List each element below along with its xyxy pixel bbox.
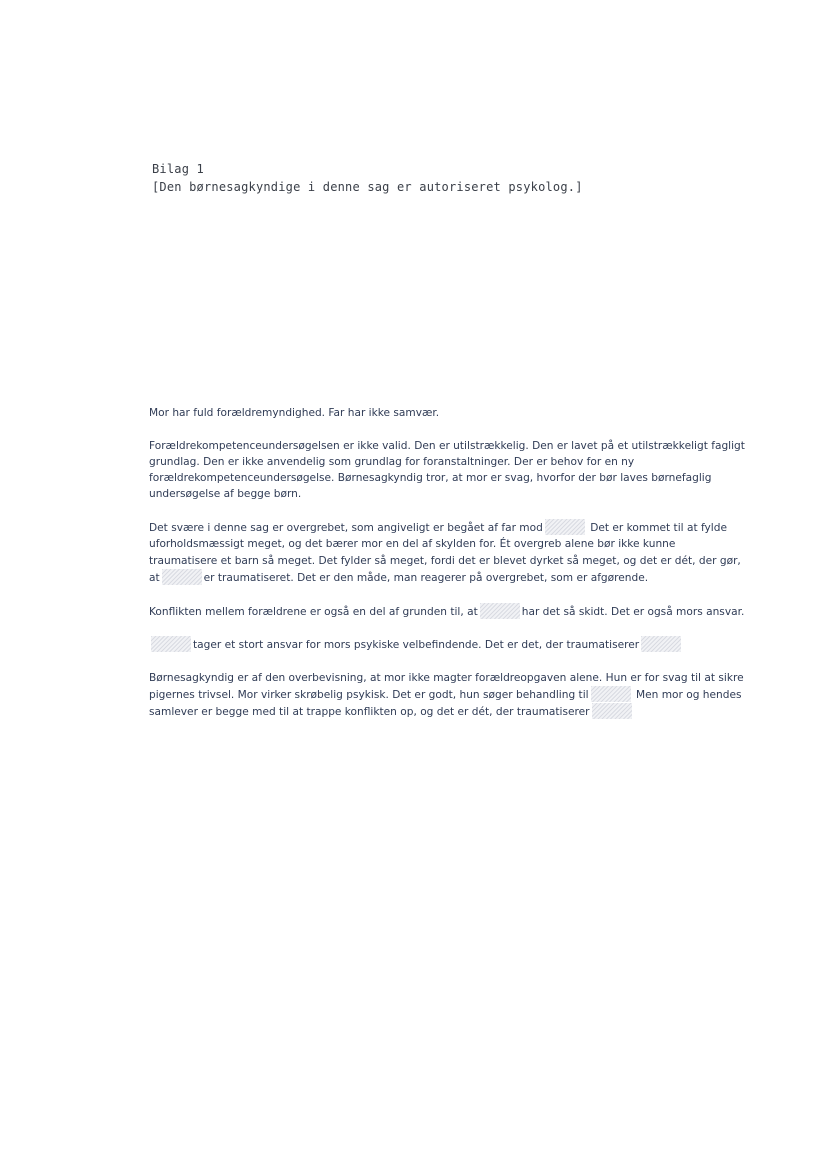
paragraph-custody: Mor har fuld forældremyndighed. Far har ikke samvær. (149, 407, 440, 419)
paragraph-conclusion (149, 670, 745, 721)
redaction-mark (480, 603, 520, 619)
paragraph-conflict (149, 603, 745, 620)
paragraph-conflict-part1: Konflikten mellem forældrene er også en del af grunden til, at (149, 605, 478, 618)
paragraph-responsibility (149, 636, 745, 653)
redaction-mark (641, 636, 681, 652)
paragraph-conclusion-part1: Børnesagkyndig er af den overbevisning, at mor ikke magter forældreopgaven alene. Hun er for svag til at sikre pigernes trivsel. Mor virker skrøbelig psykisk. Det er godt, hun søger behandling til (149, 671, 744, 702)
paragraph-assault (149, 519, 745, 586)
statement-body (149, 405, 745, 737)
attachment-label: Bilag 1 (152, 162, 204, 176)
redaction-mark (591, 686, 631, 702)
typed-header (152, 160, 583, 196)
redaction-mark (151, 636, 191, 652)
paragraph-assault-part2: Det er kommet til at fylde uforholdsmæssigt meget, og det bærer mor en del af skylden for. Ét overgreb alene bør ikke kunne traumatisere et barn så meget. Det fylder så meget, fordi det er blevet dyrket så meget, og det er dét, der gør, at (149, 522, 741, 584)
paragraph-assault-part3: er traumatiseret. Det er den måde, man reagerer på overgrebet, som er afgørende. (203, 571, 649, 584)
paragraph-assessment: Forældrekompetenceundersøgelsen er ikke valid. Den er utilstrækkelig. Den er lavet på et utilstrækkeligt fagligt grundlag. Den er ikke anvendelig som grundlag for foranstaltninger. Der er behov for en ny forældrekompetenceundersøgelse. Børnesagkyndig tror, at mor er svag, hvorfor der bør laves børnefaglig undersøgelse af begge børn. (149, 439, 745, 501)
psychologist-note: [Den børnesagkyndige i denne sag er autoriseret psykolog.] (152, 180, 583, 194)
paragraph-conclusion-part2: Men mor og hendes samlever er begge med til at trappe konflikten op, og det er dét, der traumatiserer (149, 689, 742, 719)
paragraph-conflict-part2: har det så skidt. Det er også mors ansvar. (521, 605, 745, 618)
redaction-mark (545, 519, 585, 535)
redaction-mark (162, 569, 202, 585)
paragraph-responsibility-text: tager et stort ansvar for mors psykiske velbefindende. Det er det, der traumatiserer (193, 639, 640, 652)
paragraph-assault-part1: Det svære i denne sag er overgrebet, som angiveligt er begået af far mod (149, 522, 543, 535)
redaction-mark (592, 703, 632, 719)
